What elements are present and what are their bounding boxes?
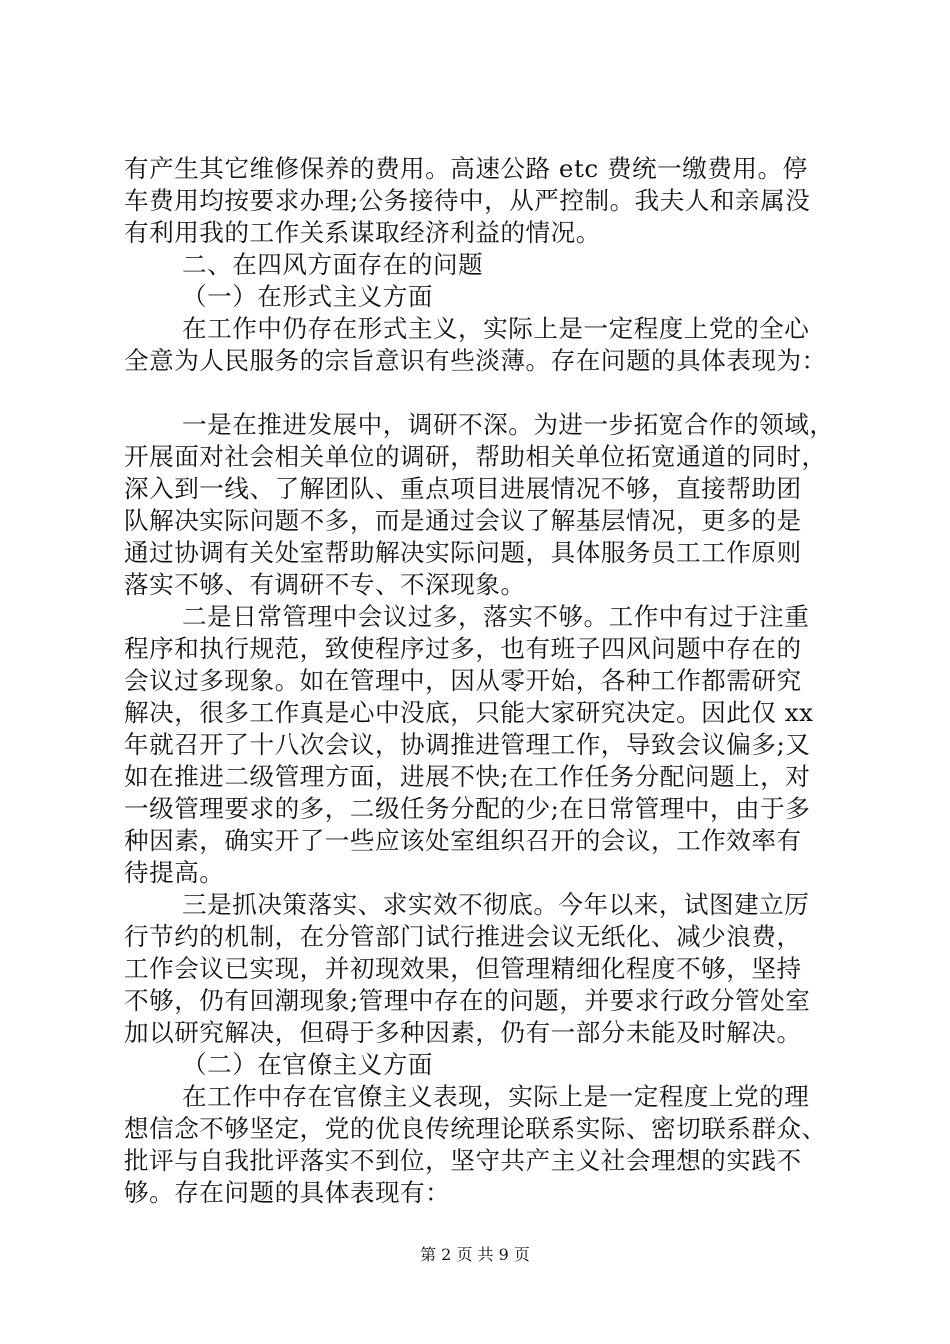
text-line: 工作会议已实现，并初现效果，但管理精细化程度不够，坚持 <box>124 954 802 983</box>
text-line: 想信念不够坚定，党的优良传统理论联系实际、密切联系群众、 <box>124 1114 827 1143</box>
text-line: 车费用均按要求办理;公务接待中，从严控制。我夫人和亲属没 <box>124 186 811 215</box>
text-line: 有利用我的工作关系谋取经济利益的情况。 <box>124 218 601 247</box>
text-line: 年就召开了十八次会议，协调推进管理工作，导致会议偏多;又 <box>124 730 811 759</box>
text-line: 行节约的机制，在分管部门试行推进会议无纸化、减少浪费， <box>124 922 802 951</box>
text-line: 在工作中仍存在形式主义，实际上是一定程度上党的全心 <box>182 314 810 343</box>
text-line: 待提高。 <box>124 858 225 887</box>
text-line: 三是抓决策落实、求实效不彻底。今年以来，试图建立厉 <box>182 890 810 919</box>
text-line: 一级管理要求的多，二级任务分配的少;在日常管理中，由于多 <box>124 794 811 823</box>
text-line: 批评与自我批评落实不到位，坚守共产主义社会理想的实践不 <box>124 1146 802 1175</box>
page-footer: 第 2 页 共 9 页 <box>420 1245 530 1264</box>
text-line: 队解决实际问题不多，而是通过会议了解基层情况，更多的是 <box>124 506 802 535</box>
text-line: 不够，仍有回潮现象;管理中存在的问题，并要求行政分管处室 <box>124 986 811 1015</box>
text-line: 加以研究解决，但碍于多种因素，仍有一部分未能及时解决。 <box>124 1018 802 1047</box>
text-line: 落实不够、有调研不专、不深现象。 <box>124 570 526 599</box>
document-body <box>124 153 836 1209</box>
text-line: 在工作中存在官僚主义表现，实际上是一定程度上党的理 <box>182 1082 810 1111</box>
text-line: 全意为人民服务的宗旨意识有些淡薄。存在问题的具体表现为： <box>124 346 827 375</box>
blank-line <box>124 377 836 409</box>
text-line: 有产生其它维修保养的费用。高速公路 etc 费统一缴费用。停 <box>124 154 808 183</box>
text-line: 会议过多现象。如在管理中，因从零开始，各种工作都需研究 <box>124 666 802 695</box>
text-line: 够。存在问题的具体表现有： <box>124 1178 451 1207</box>
text-line: 二是日常管理中会议过多，落实不够。工作中有过于注重 <box>182 602 810 631</box>
text-line: 程序和执行规范，致使程序过多，也有班子四风问题中存在的 <box>124 634 802 663</box>
text-line: 深入到一线、了解团队、重点项目进展情况不够，直接帮助团 <box>124 474 802 503</box>
text-line: （二）在官僚主义方面 <box>182 1050 433 1079</box>
text-line: 二、在四风方面存在的问题 <box>182 250 484 279</box>
text-line: 通过协调有关处室帮助解决实际问题，具体服务员工工作原则 <box>124 538 802 567</box>
text-line: （一）在形式主义方面 <box>182 282 433 311</box>
text-line: 一是在推进发展中，调研不深。为进一步拓宽合作的领域， <box>182 410 835 439</box>
text-line: 解决，很多工作真是心中没底，只能大家研究决定。因此仅 xx <box>124 698 814 727</box>
text-line: 种因素，确实开了一些应该处室组织召开的会议，工作效率有 <box>124 826 802 855</box>
text-line: 开展面对社会相关单位的调研，帮助相关单位拓宽通道的同时， <box>124 442 827 471</box>
text-line: 如在推进二级管理方面，进展不快;在工作任务分配问题上，对 <box>124 762 811 791</box>
